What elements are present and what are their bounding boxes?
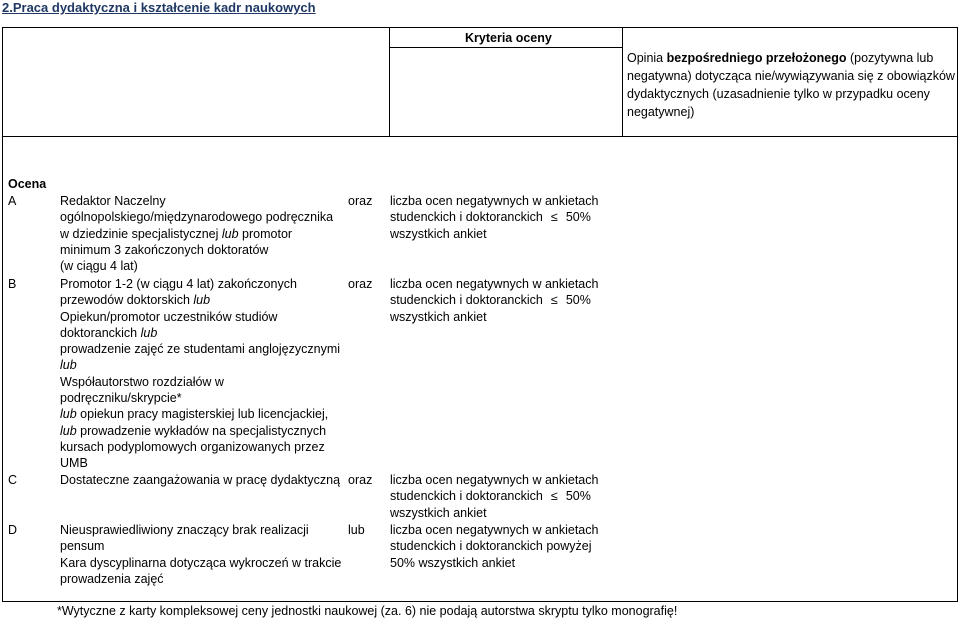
row-a-description: Redaktor Naczelny ogólnopolskiego/międzynarodowego podręcznika w dziedzinie specjalistycznej lub promotor minimum 3 zakończonych doktoratów (w ciągu 4 lat) [60,194,334,274]
header-bottom-line [2,136,958,137]
row-b-conjunction: oraz [348,277,373,291]
kryteria-header: Kryteria oceny [465,31,552,45]
less-equal-icon: ≤ [550,210,558,225]
row-c-description: Dostateczne zaangażowania w pracę dydaktyczną [60,473,341,487]
row-b-criterion: liczba ocen negatywnych w ankietach studenckich i doktoranckich ≤ 50% wszystkich ankiet [390,277,599,324]
section-title: 2.Praca dydaktyczna i kształcenie kadr naukowych [2,0,316,15]
grade-letter-c: C [8,473,18,487]
grade-letter-d: D [8,523,18,537]
less-equal-icon: ≤ [550,293,558,308]
row-b-description: Promotor 1-2 (w ciągu 4 lat) zakończonych przewodów doktorskich lub Opiekun/promotor uczestników studiów doktoranckich lub prowadzenie zajęć ze studentami anglojęzycznymi lub Współautorstwo rozdziałów w podręczniku/skrypcie* lub opiekun pracy magisterskiej lub licencjackiej, lub prowadzenie wykładów na specjalistycznych kursach podyplomowych organizowanych przez UMB [60,277,341,471]
header-divider-right [622,27,623,136]
grade-letter-b: B [8,277,17,291]
row-c-conjunction: oraz [348,473,373,487]
row-d-description: Nieusprawiedliwiony znaczący brak realizacji pensum Kara dyscyplinarna dotycząca wykroczeń w trakcie prowadzenia zajęć [60,523,342,586]
row-a-criterion: liczba ocen negatywnych w ankietach studenckich i doktoranckich ≤ 50% wszystkich ankiet [390,194,599,241]
row-c-criterion: liczba ocen negatywnych w ankietach studenckich i doktoranckich ≤ 50% wszystkich ankiet [390,473,599,520]
kryteria-underline [389,47,623,48]
header-divider-left [389,27,390,136]
opinia-header: Opinia bezpośredniego przełożonego (pozytywna lub negatywna) dotycząca nie/wywiązywania się z obowiązków dydaktycznych (uzasadnienie tylko w przypadku oceny negatywnej) [627,51,955,119]
ocena-header: Ocena [8,177,47,191]
row-d-criterion: liczba ocen negatywnych w ankietach studenckich i doktoranckich powyżej 50% wszystkich ankiet [390,523,599,570]
row-d-conjunction: lub [348,523,365,537]
grade-letter-a: A [8,194,17,208]
row-a-conjunction: oraz [348,194,373,208]
less-equal-icon: ≤ [550,489,558,504]
footnote: *Wytyczne z karty kompleksowej ceny jednostki naukowej (za. 6) nie podają autorstwa skryptu tylko monografię! [57,604,678,618]
